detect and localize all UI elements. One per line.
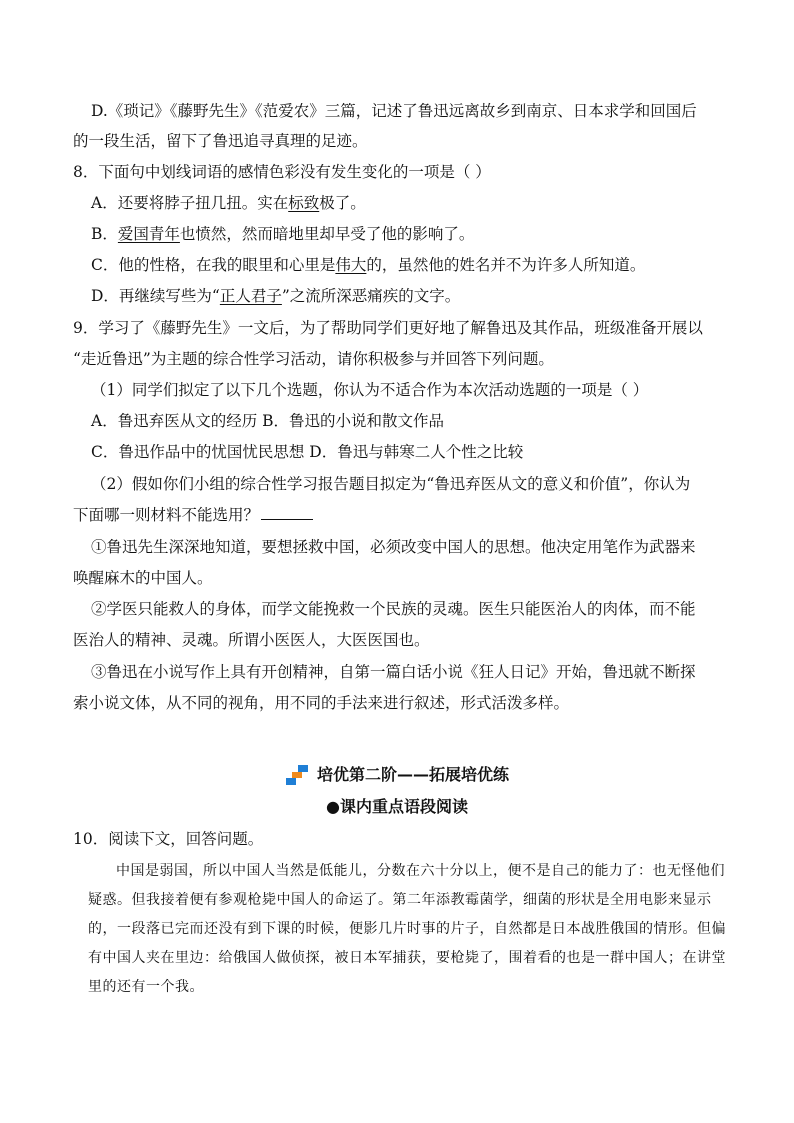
q8-option-d-pre: D．再继续写些为“ <box>91 287 220 305</box>
q9-stem-line2: “走近鲁迅”为主题的综合性学习活动，请你积极参与并回答下列问题。 <box>73 350 554 368</box>
q8-option-c <box>91 255 645 275</box>
q10-stem: 10．阅读下文，回答问题。 <box>73 830 264 848</box>
q9-material2-line1: ②学医只能救人的身体，而学文能挽救一个民族的灵魂。医生只能医治人的肉体，而不能 <box>91 600 696 618</box>
answer-blank <box>261 505 313 520</box>
section-heading <box>0 764 794 786</box>
q7-option-d-line2: 的一段生活，留下了鲁迅追寻真理的足迹。 <box>73 132 368 150</box>
q8-option-b-post: 也愤然，然而暗地里却早受了他的影响了。 <box>179 225 475 243</box>
section-subtitle: ●课内重点语段阅读 <box>326 797 468 816</box>
passage-paragraph: 中国是弱国，所以中国人当然是低能儿，分数在六十分以上，便不是自己的能力了：也无怪他们疑惑。但我接着便有参观枪毙中国人的命运了。第二年添教霉菌学，细菌的形状是全用电影来显示的，一段落已完而还没有到下课的时候，便影几片时事的片子，自然都是日本战胜俄国的情形。但偏有中国人夹在里边：给俄国人做侦探，被日本军捕获，要枪毙了，围着看的也是一群中国人；在讲堂里的还有一个我。 <box>88 863 726 995</box>
q8-stem: 8．下面句中划线词语的感情色彩没有发生变化的一项是（ ） <box>73 163 491 181</box>
q9-material1-line1: ①鲁迅先生深深地知道，要想拯救中国，必须改变中国人的思想。他决定用笔作为武器来 <box>91 538 696 556</box>
q9-sub1: （1）同学们拟定了以下几个选题，你认为不适合作为本次活动选题的一项是（ ） <box>91 381 649 399</box>
q8-option-b-underlined: 爱国青年 <box>117 225 180 243</box>
q8-option-a-post: 极了。 <box>319 194 366 212</box>
q9-material1-line2: 唤醒麻木的中国人。 <box>73 569 213 587</box>
q9-stem-line1: 9．学习了《藤野先生》一文后，为了帮助同学们更好地了解鲁迅及其作品，班级准备开展以 <box>73 319 703 337</box>
section-title: 培优第二阶——拓展培优练 <box>316 765 509 784</box>
q8-option-a-underlined: 标致 <box>288 194 320 212</box>
q8-option-c-post: 的，虽然他的姓名并不为许多人所知道。 <box>366 256 646 274</box>
q8-option-d <box>91 286 460 306</box>
q9-material3-line1: ③鲁迅在小说写作上具有开创精神，自第一篇白话小说《狂人日记》开始，鲁迅就不断探 <box>91 663 696 681</box>
q9-material3-line2: 索小说文体，从不同的视角，用不同的手法来进行叙述，形式活泼多样。 <box>73 694 570 712</box>
q9-sub2-line2-text: 下面哪一则材料不能选用？ <box>73 506 260 524</box>
q8-option-c-pre: C．他的性格，在我的眼里和心里是 <box>91 256 336 274</box>
q9-material2-line2: 医治人的精神、灵魂。所谓小医医人，大医医国也。 <box>73 631 430 649</box>
q7-option-d-line1: D.《琐记》《藤野先生》《范爱农》三篇，记述了鲁迅远离故乡到南京、日本求学和回国后 <box>91 102 697 120</box>
q8-option-b <box>91 224 474 244</box>
q9-options-ab: A．鲁迅弃医从文的经历 B．鲁迅的小说和散文作品 <box>91 412 445 430</box>
q8-option-d-post: ”之流所深恶痛疾的文字。 <box>281 287 461 305</box>
q8-option-b-pre: B． <box>91 225 118 243</box>
q8-option-a <box>91 193 366 213</box>
q8-option-a-pre: A．还要将脖子扭几扭。实在 <box>91 194 289 212</box>
q9-sub2-line1: （2）假如你们小组的综合性学习报告题目拟定为“鲁迅弃医从文的意义和价值”，你认为 <box>91 475 691 493</box>
q9-options-cd: C．鲁迅作品中的忧国忧民思想 D．鲁迅与韩寒二人个性之比较 <box>91 443 524 461</box>
reading-passage <box>88 857 728 1002</box>
q8-option-d-underlined: 正人君子 <box>219 287 282 305</box>
q8-option-c-underlined: 伟大 <box>335 256 367 274</box>
q9-sub2-line2 <box>73 505 313 525</box>
stacked-blocks-icon <box>285 764 311 786</box>
